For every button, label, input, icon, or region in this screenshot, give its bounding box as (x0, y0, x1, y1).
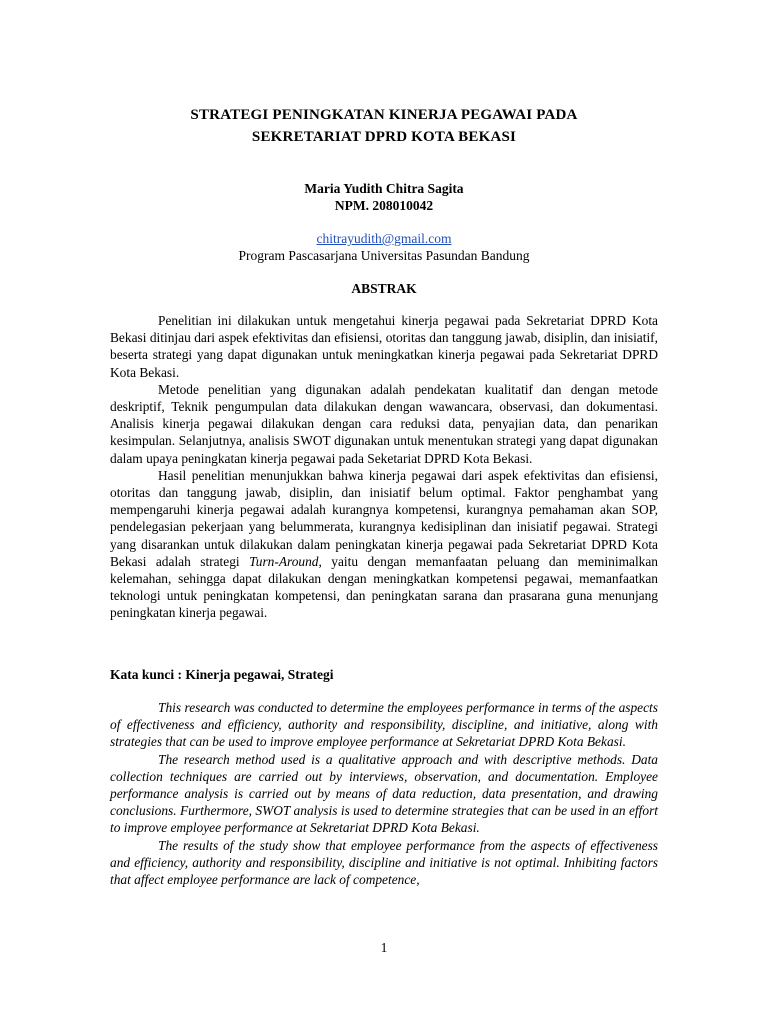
abstrak-p3-italic-term: Turn-Around (249, 553, 319, 569)
author-affiliation: Program Pascasarjana Universitas Pasundan Bandung (238, 248, 530, 263)
abstract-en-paragraph-1: This research was conducted to determine the employees performance in terms of the aspects of effectiveness and efficiency, authority and responsibility, discipline, and initiative, along with strategies that can be used to improve employee performance at Sekretariat DPRD Kota Bekasi. (110, 700, 658, 750)
keywords-line: Kata kunci : Kinerja pegawai, Strategi (110, 667, 334, 682)
title-line-2: SEKRETARIAT DPRD KOTA BEKASI (251, 129, 517, 145)
author-name: Maria Yudith Chitra Sagita (304, 181, 464, 196)
author-email-link[interactable]: chitrayudith@gmail.com (316, 231, 452, 246)
author-npm: NPM. 208010042 (334, 198, 434, 213)
abstrak-paragraph-1: Penelitian ini dilakukan untuk mengetahui kinerja pegawai pada Sekretariat DPRD Kota Bekasi ditinjau dari aspek efektivitas dan efisiensi, otoritas dan tanggung jawab, disiplin, dan inisiatif, beserta strategi yang dapat digunakan untuk meningkatkan kinerja pegawai pada Sekretariat DPRD Kota Bekasi. (110, 313, 658, 380)
abstrak-body (110, 312, 658, 622)
paper-title (110, 104, 658, 148)
abstract-heading: ABSTRAK (351, 281, 417, 296)
abstrak-paragraph-2: Metode penelitian yang digunakan adalah pendekatan kualitatif dan dengan metode deskriptif, Teknik pengumpulan data dilakukan dengan wawancara, observasi, dan dokumentasi. Analisis kinerja pegawai dilakukan dengan cara reduksi data, penyajian data, dan penarikan kesimpulan. Selanjutnya, analisis SWOT digunakan untuk menentukan strategi yang dapat digunakan dalam upaya peningkatan kinerja pegawai pada Seketariat DPRD Kota Bekasi. (110, 381, 658, 466)
abstrak-p3-text-a: Hasil penelitian menunjukkan bahwa kinerja pegawai dari aspek efektivitas dan efisiensi, otoritas dan tanggung jawab, disiplin, dan inisiatif belum optimal. Faktor penghambat yang mempengaruhi kinerja pegawai adalah kurangnya kompetensi, kurangnya pemahaman akan SOP, pendelegasian pekerjaan yang belummerata, kurangnya kedisiplinan dan inisiatif pegawai. Strategi yang disarankan untuk dilakukan dalam peningkatan kinerja pegawai pada Sekretariat DPRD Kota Bekasi adalah strategi (110, 467, 658, 569)
email-line (110, 230, 658, 247)
abstrak-paragraph-3 (110, 467, 658, 622)
abstract-en-paragraph-3: The results of the study show that employee performance from the aspects of effectiveness and efficiency, authority and responsibility, discipline and initiative is not optimal. Inhibiting factors that affect employee performance are lack of competence, (110, 837, 658, 888)
abstract-en-paragraph-2: The research method used is a qualitative approach and with descriptive methods. Data collection techniques are carried out by interviews, observation, and documentation. Employee performance analysis is carried out by means of data reduction, data presentation, and drawing conclusions. Furthermore, SWOT analysis is used to determine strategies that can be used in an effort to improve employee performance at Sekretariat DPRD Kota Bekasi. (110, 751, 658, 836)
page-number: 1 (380, 940, 388, 955)
abstract-english-body (110, 699, 658, 888)
abstrak-p3-text-b: , yaitu dengan memanfaatan peluang dan meminimalkan kelemahan, sehingga dapat dilakukan dengan meningkatkan kompetensi pegawai, memanfaatkan teknologi untuk peningkatan kompetensi, dan peningkatan sarana dan prasarana guna menunjang peningkatan kinerja pegawai. (110, 553, 658, 621)
title-line-1: STRATEGI PENINGKATAN KINERJA PEGAWAI PADA (190, 107, 578, 123)
